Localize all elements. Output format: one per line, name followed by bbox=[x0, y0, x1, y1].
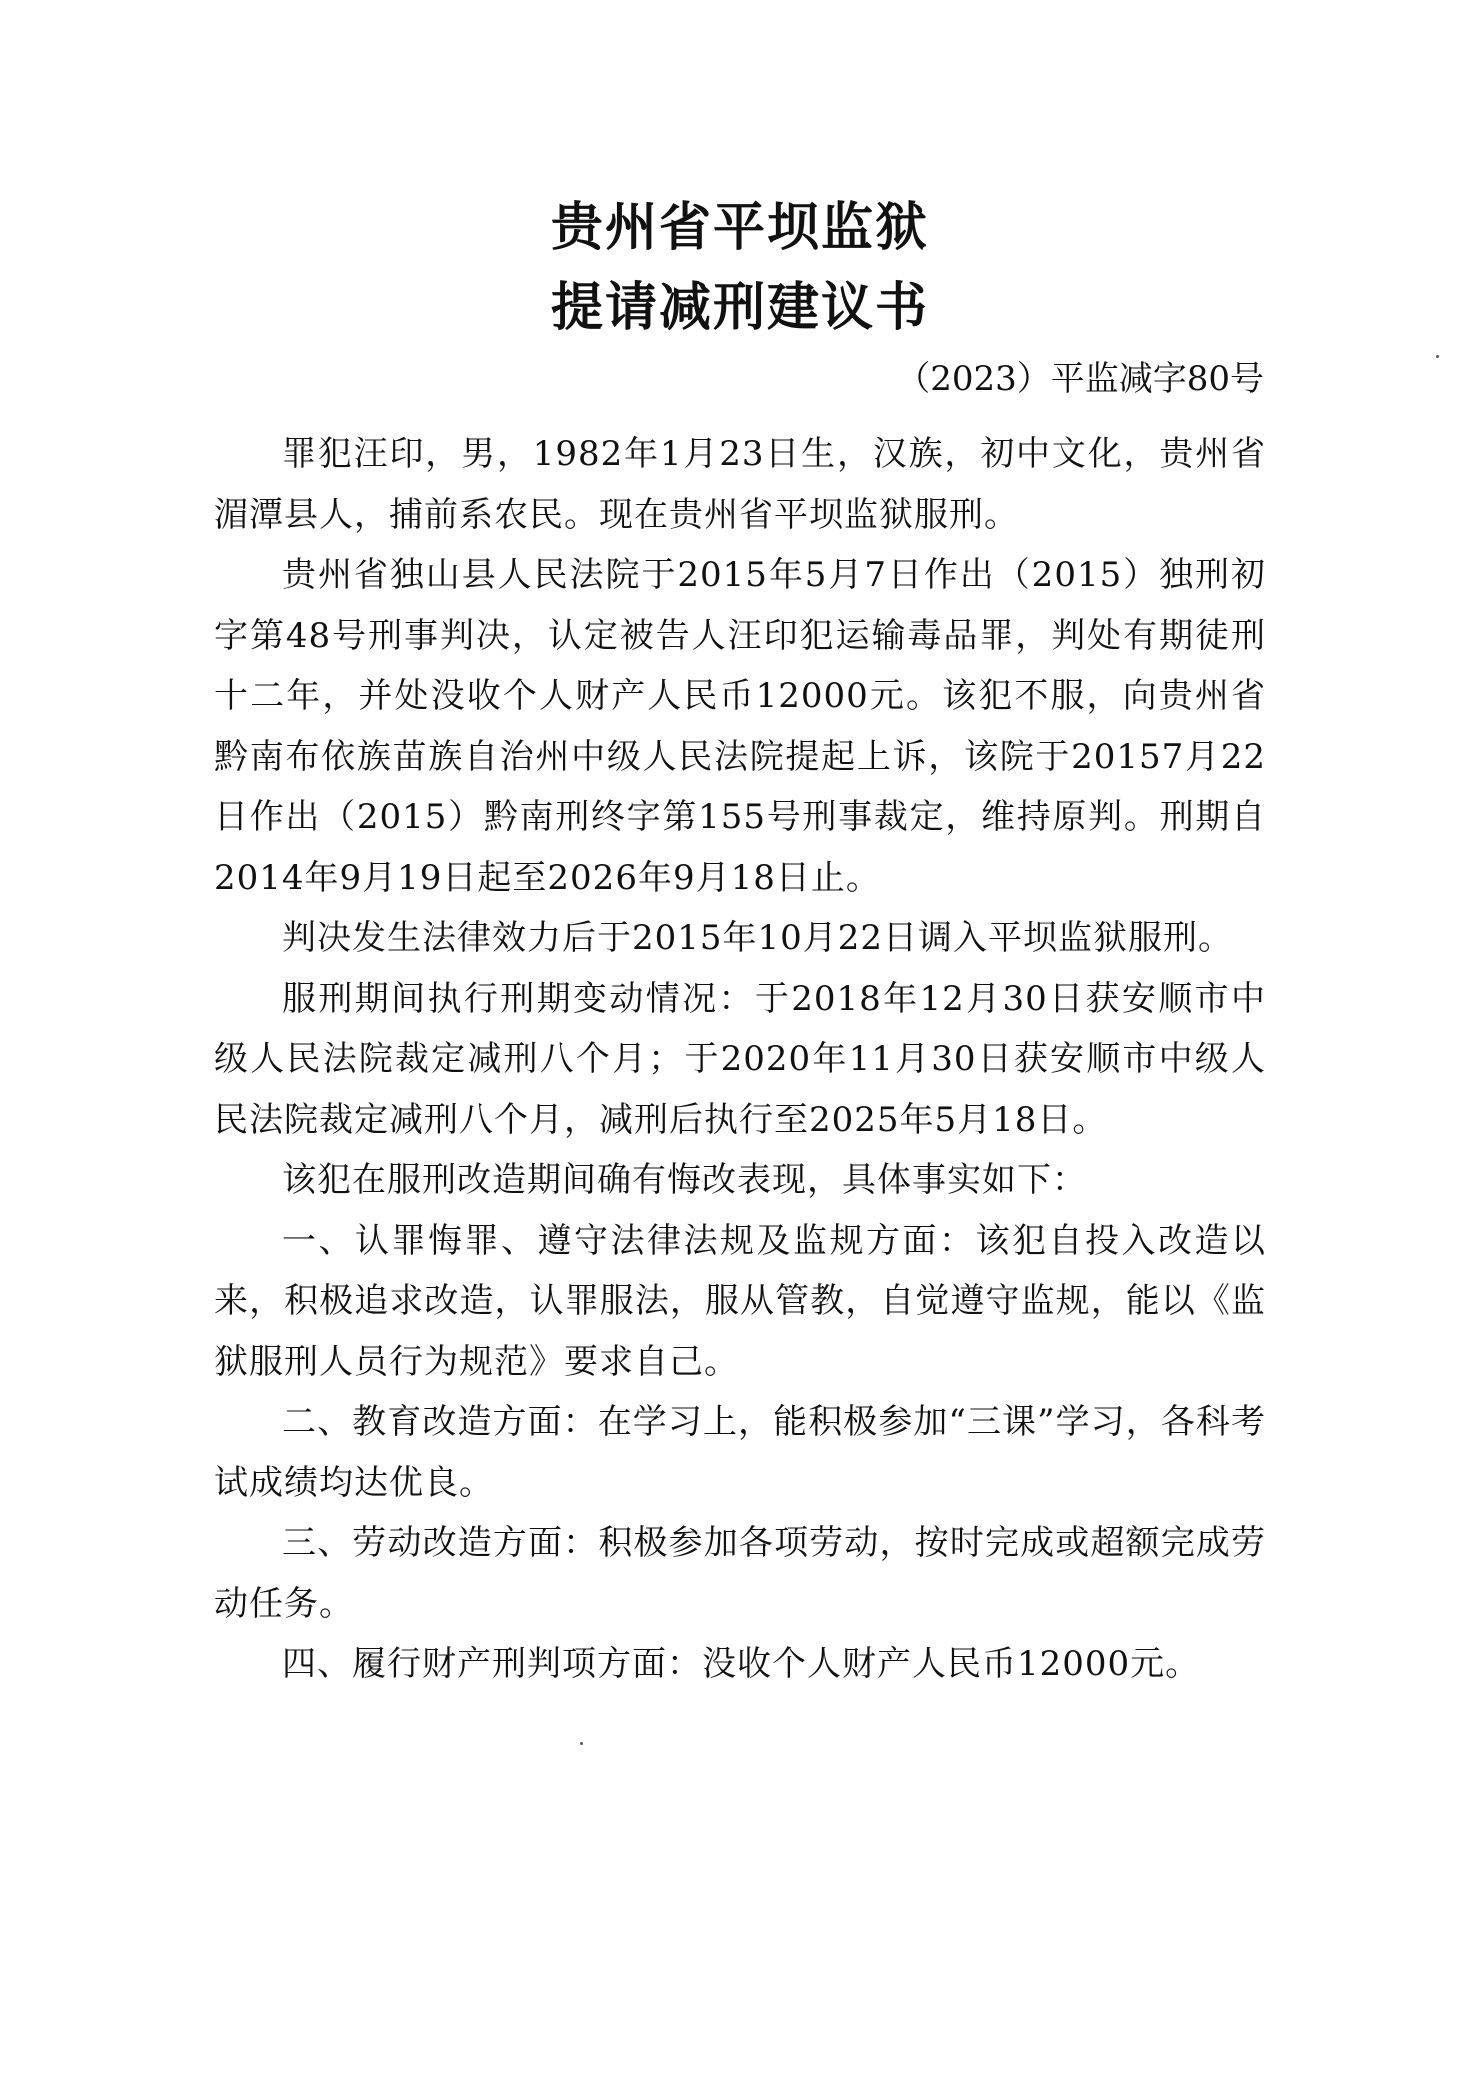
paragraph-fact-labor: 三、劳动改造方面：积极参加各项劳动，按时完成或超额完成劳动任务。 bbox=[214, 1523, 1266, 1624]
paragraph-fact-property: 四、履行财产刑判项方面：没收个人财产人民币12000元。 bbox=[282, 1644, 1201, 1684]
paragraph-judgment: 贵州省独山县人民法院于2015年5月7日作出（2015）独刑初字第48号刑事判决，认定被告人汪印犯运输毒品罪，判处有期徒刑十二年，并处没收个人财产人民币12000元。该犯不服，向贵州省黔南布依族苗族自治州中级人民法院提起上诉，该院于20157月22日作出（2015）黔南刑终字第155号刑事裁定，维持原判。刑期自2014年9月19日起至2026年9月18日止。 bbox=[214, 555, 1266, 898]
scan-speck bbox=[1436, 355, 1439, 358]
document-body bbox=[214, 424, 1266, 1695]
paragraph-personal-info: 罪犯汪印，男，1982年1月23日生，汉族，初中文化，贵州省湄潭县人，捕前系农民。现在贵州省平坝监狱服刑。 bbox=[214, 434, 1266, 535]
paragraph-sentence-changes: 服刑期间执行刑期变动情况：于2018年12月30日获安顺市中级人民法院裁定减刑八个月；于2020年11月30日获安顺市中级人民法院裁定减刑八个月，减刑后执行至2025年5月18日。 bbox=[214, 978, 1266, 1140]
title-line-doctype: 提请减刑建议书 bbox=[550, 278, 929, 338]
paragraph-transfer: 判决发生法律效力后于2015年10月22日调入平坝监狱服刑。 bbox=[282, 918, 1234, 958]
paragraph-fact-education: 二、教育改造方面：在学习上，能积极参加“三课”学习，各科考试成绩均达优良。 bbox=[214, 1402, 1266, 1503]
document-number: （2023）平监减字80号 bbox=[896, 359, 1264, 399]
title-line-institution: 贵州省平坝监狱 bbox=[550, 198, 929, 258]
document-title bbox=[0, 188, 1480, 348]
paragraph-facts-intro: 该犯在服刑改造期间确有悔改表现，具体事实如下： bbox=[282, 1160, 1087, 1200]
scan-speck bbox=[580, 1742, 583, 1745]
paragraph-fact-repentance: 一、认罪悔罪、遵守法律法规及监规方面：该犯自投入改造以来，积极追求改造，认罪服法，服从管教，自觉遵守监规，能以《监狱服刑人员行为规范》要求自己。 bbox=[214, 1220, 1266, 1382]
